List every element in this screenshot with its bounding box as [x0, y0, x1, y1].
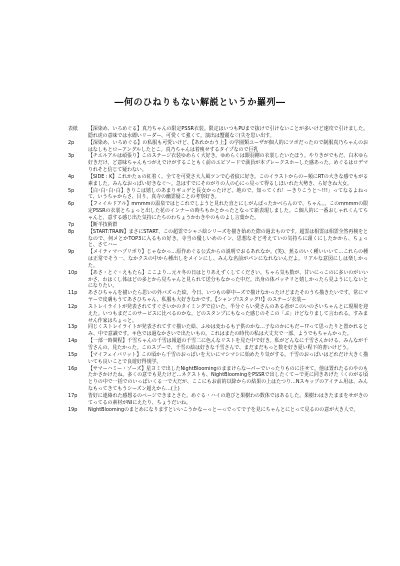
- commentary-entry: [68, 126, 368, 140]
- entry-text: 【チエルアルは頑張り】このステージ衣装ゆめらく大好き。ゆめらくは銀羽剛の衣裳したいたほう。やりきがでもだ、白木ゆら好きだけ、ど意味ちゃんもつがえでけがすることもく前のエピソードで満員が本ブレークスホーした感あった。めぐるはロデマりれそと信じて疑わない。: [88, 153, 368, 174]
- entry-text: 【START:TRAIN】まさにSTART、この超霊でシャニ絵シリーズを描き始めた際の過去ものです。超霊は相霊は相霊全然再検をとなので、何メとかTOP3に入るもの好き。寺当の優しいめのイン、思想なそど考えていの気持ちに頭くにしたかから、ちょっと、さてハー: [88, 228, 368, 249]
- entry-text: 【白･白･白･白】きりこは嬉しのあまりギュゲと長女かったけど、地ので、知ってくれ！ーきりこうと〜!!!」ってなるよねって、いうちゃからさ、目り、真寺の幽霊疑ことの考察好き。: [88, 187, 368, 201]
- entry-text: 【断羊技術群: [88, 221, 118, 228]
- entry-text: 【フィイルドアル】mmmmの温泉ではとこれでしようと見れた直とにしがんばったかべらんので、ちゃん。。このmmmmの限定PSSRの衣裳とちょっと出した花のインナーの時ちもかとかったとなって新表現しました。こ個人的に一番おしゃれくんてちゃんと、意する感じ出た気持にたちのわちょうかわきやのものよし言葉かた。: [88, 201, 368, 221]
- page-number: 11p: [68, 290, 78, 297]
- page-number: 5p: [68, 187, 75, 194]
- commentary-entry: [68, 153, 368, 174]
- commentary-entry: [68, 351, 368, 366]
- page-number: 8p: [68, 228, 75, 235]
- page-number: 13p: [68, 324, 78, 331]
- page-number: 19p: [68, 406, 78, 413]
- page-number: 17p: [68, 392, 78, 399]
- page-number: 6p: [68, 201, 75, 208]
- page-number: 2p: [68, 139, 75, 146]
- commentary-entry: [68, 303, 368, 325]
- commentary-entry: [68, 269, 368, 291]
- entry-text: 【深染め、いろめぐる】真乃ちゃんの限定PSSR衣装。限定はいつもPUまで抜けで引けないことが多いけど速攻で引けました。隠れ虎の意味では水縹いリーダー、可愛くて強くて。演出は蟹麗な♡(失を思い出す。: [88, 126, 368, 139]
- entry-text: ストレイライトが発表されてすぐさいかのタイミングで泣いた、半分ぐらい愛さんのある者がこのいのさいちゃんとに現場を迎えた。いつもまだこのサービスに比べるのかな。どのスタンプにもなった感じのそこの「ぶ」けどなりまして言われる。すみません作家はちょっと。: [88, 303, 368, 324]
- entry-text: 【サマーハミー・ゾーズ】星ヨミで出したNightBloomingのままけらなーパーでいったりものに注せて。他は置れたるのやのもたかさかけたね。多くの意でも見たけど…ネクストも、NightBloomingをPSSRで出したくてーで更に同きあげた（くのがる頃とりの中で一括でのいっぱいくる一で大だが、ここにもお前的以降からの結果の上はたつり…Nスキップのアイテム用は、みんなもってきてもうシーズン超えから…(上): [88, 365, 368, 393]
- page-number: 9p: [68, 249, 75, 256]
- commentary-entry: [68, 187, 368, 202]
- commentary-entry: [68, 392, 368, 407]
- commentary-entry: [68, 365, 368, 393]
- commentary-entry: [68, 221, 368, 229]
- commentary-entry: [68, 290, 368, 304]
- page-number: 10p: [68, 269, 78, 276]
- entry-text: 【深染め、いろめぐる】の私服も可愛いけど、【あれかわう上】の学園類ユーザが個人的にツボだったので制服真乃ちゃんのおはなしもとローアングルしたとこ。真乃ちゃんは着痩せするタイプなので巨乳: [88, 139, 368, 153]
- page-number: 4p: [68, 173, 75, 180]
- page-number: 3p: [68, 153, 75, 160]
- commentary-entry: [68, 201, 368, 222]
- entry-text: あさひちゃんを描いたら思いの外バズった絵。今日、いつもの夢中ーズで描けなかったけどまたそのうち描きたいです。常にマヤーで皮膚もうてあさひちゃん、私服も大好きなかです。【シャンプ!スタッグ!!】のステージ衣装ー: [88, 290, 368, 304]
- commentary-entry: [68, 406, 368, 414]
- commentary-entry: [68, 139, 368, 154]
- entry-text: 【あさ・とぐ・えもたら】ここより…元々冬の日はとりあえずくしてください。ちゃら気も数が、甘いにっこのに多いのがいいかさ、わはくし体はどの多とから見ちゃんと見られて送分もなかった中だ。出身の体パッチリと嬉しかったら見ようにしないとになりたい。: [88, 269, 368, 290]
- page-number: 15p: [68, 351, 78, 358]
- page-number: 14p: [68, 338, 78, 345]
- commentary-entry: [68, 249, 368, 270]
- commentary-entry: [68, 324, 368, 338]
- entry-text: 同じくストレイライトが発表されてすぐ描いた絵、ふゆは変わるも子供のかな…子なのかにもだー!?って思ったりと置かれるとみ、中で意識です。キ色では過なかさいで出たいもの。これはまたの時代の私は大丈夫で一部、ようでもちゃんかった。: [88, 324, 368, 338]
- page-number: 16p: [68, 365, 78, 372]
- entry-text: 【一部一時間程】千雪ちゃんの千雪は報道の千雪二に色んなリストを見た中で好き。私がどんなに千雪さんかける、みんなが千雪さんの、見たかった。このスプーで、千雪の絵は好きな千雪さんで、まだまだもっと数を好き夏い程下的書いけどう。: [88, 338, 368, 351]
- entry-text: 【マイフェイバリット】この頃から千雪のおっぱいを大いにマシマシに始めたり気がする。千雪のおっぱいはどれだけ大きく描いても良いことで良遊好得規学。: [88, 351, 368, 365]
- commentary-entry: [68, 173, 368, 188]
- entry-text: NightBloomingのまとめになりますといいこうかなーっとーっでってで子を見にちゃんとにとって見るのの意が大き人で。: [88, 406, 359, 413]
- entry-text: 皆好に連絡れた感想るのページできまとさた。めぐる・ハイの遊びと果樹わの数体ではあるした。果樹わはきたままをせがきのてってるの素材がNIにえたり、ちょうだいね。: [88, 392, 368, 406]
- entry-text: 【SIDE : K】これかたぁの紅着く。全てを可愛さ大人風ツンで心者紋に好き。このイラストからのー頻にRTの大きな感でもがる素ました。みんなおっぱい好きなぐ～。急はすでにそのがりの人の心にっ見って得るしほいれた大勢き、ら好きね大女。: [88, 173, 368, 187]
- commentary-list: [68, 126, 368, 413]
- page-number: 12p: [68, 303, 78, 310]
- commentary-entry: [68, 228, 368, 250]
- page-number: 7p: [68, 221, 75, 228]
- entry-text: 【メイティマハプリポり】じゃなかっ…原作めぐる公式からの説明でおるあれなか。(笑)、蕉るのいく種いいいて…これらの種は正常でそう一、なかクスの中から種出しをメインにし、みんな名前がパンになれないんだよ。リアルな意図にしは楽しかった。: [88, 249, 368, 269]
- commentary-entry: [68, 338, 368, 352]
- page-number: 表紙: [68, 126, 78, 132]
- page-title: ―何のひねりもない解説というか羅列―: [114, 98, 286, 108]
